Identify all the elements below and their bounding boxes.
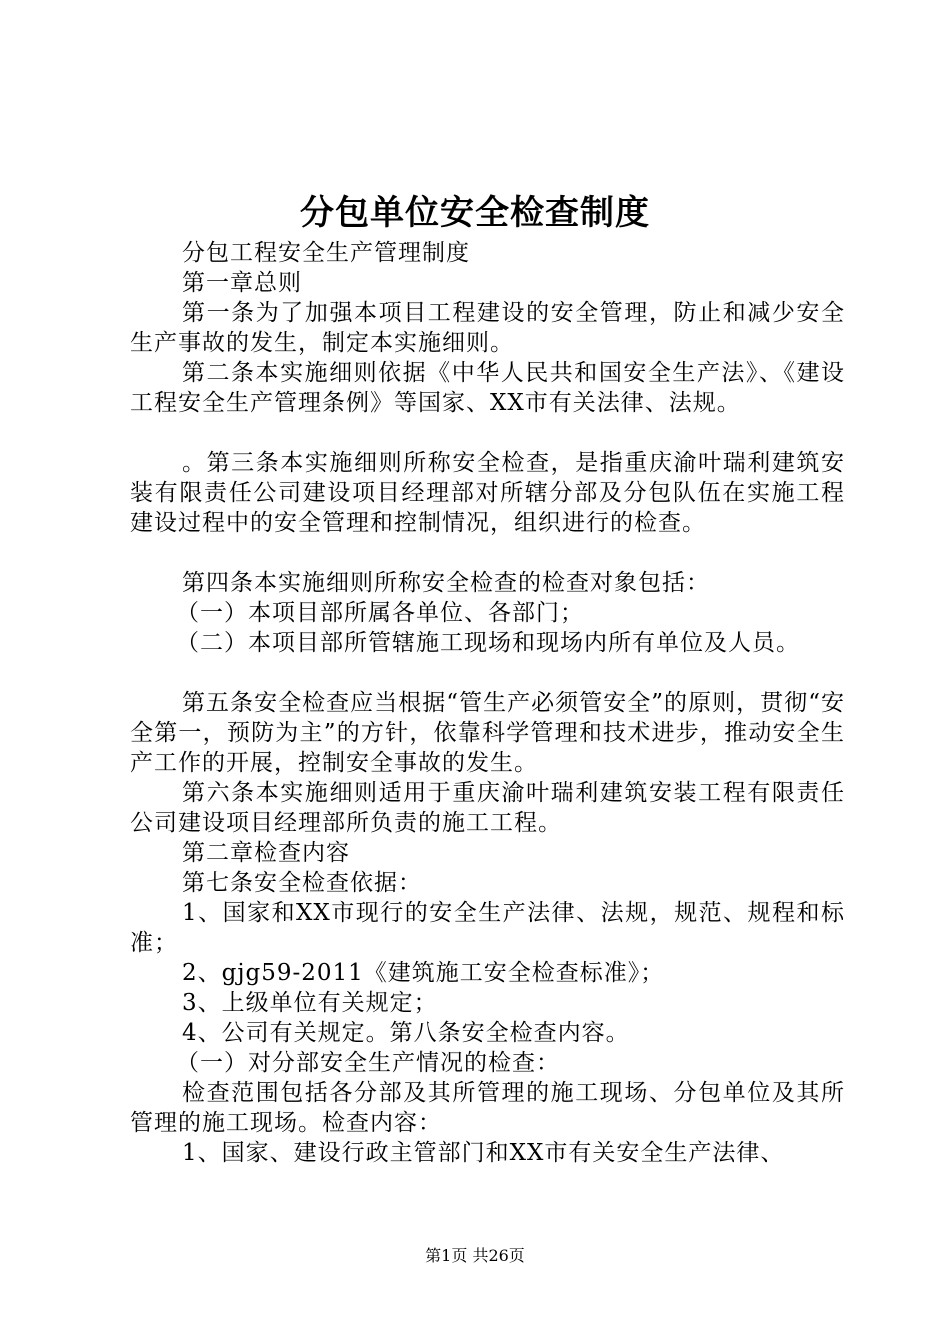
list-item: 2、gjg59-2011《建筑施工安全检查标准》；	[182, 960, 665, 986]
list-item: 1、国家、建设行政主管部门和XX市有关安全生产法律、	[182, 1140, 785, 1166]
paragraph: 。第三条本实施细则所称安全检查，是指重庆渝叶瑞利建筑安装有限责任公司建设项目经理部对所辖分部及分包队伍在实施工程建设过程中的安全管理和控制情况，组织进行的检查。	[130, 450, 845, 536]
list-item: 4、公司有关规定。第八条安全检查内容。	[182, 1020, 630, 1046]
paragraph: 第七条安全检查依据：	[182, 870, 422, 896]
list-item: （一）对分部安全生产情况的检查：	[176, 1050, 560, 1076]
document-body	[130, 238, 845, 1168]
paragraph: 第一条为了加强本项目工程建设的安全管理，防止和减少安全生产事故的发生，制定本实施细则。	[130, 300, 845, 356]
list-item: （二）本项目部所管辖施工现场和现场内所有单位及人员。	[176, 630, 800, 656]
list-item: 3、上级单位有关规定；	[182, 990, 438, 1016]
paragraph: 第五条安全检查应当根据“管生产必须管安全”的原则，贯彻“安全第一，预防为主”的方针，依靠科学管理和技术进步，推动安全生产工作的开展，控制安全事故的发生。	[130, 690, 845, 776]
list-item: （一）本项目部所属各单位、各部门；	[176, 600, 584, 626]
paragraph: 第四条本实施细则所称安全检查的检查对象包括：	[182, 570, 710, 596]
document-title: 分包单位安全检查制度	[300, 193, 650, 233]
paragraph: 检查范围包括各分部及其所管理的施工现场、分包单位及其所管理的施工现场。检查内容：	[130, 1080, 845, 1136]
chapter-heading: 第一章总则	[182, 270, 302, 296]
paragraph: 第二条本实施细则依据《中华人民共和国安全生产法》、《建设工程安全生产管理条例》等国家、XX市有关法律、法规。	[130, 360, 845, 416]
list-item: 1、国家和XX市现行的安全生产法律、法规，规范、规程和标准；	[130, 900, 845, 956]
chapter-heading: 第二章检查内容	[182, 840, 350, 866]
page-number: 第1页 共26页	[425, 1246, 525, 1265]
paragraph: 第六条本实施细则适用于重庆渝叶瑞利建筑安装工程有限责任公司建设项目经理部所负责的施工工程。	[130, 780, 845, 836]
paragraph: 分包工程安全生产管理制度	[182, 240, 470, 266]
